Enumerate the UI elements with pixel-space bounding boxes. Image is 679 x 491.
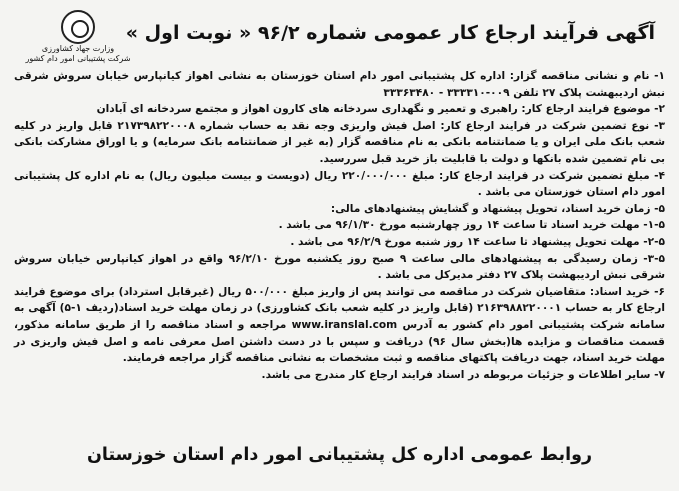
- notice-item: ۷- سایر اطلاعات و جزئیات مربوطه در اسناد فرایند ارجاع کار مندرج می باشد.: [261, 368, 665, 381]
- notice-item: ۱- نام و نشانی مناقصه گزار: اداره کل پشتیبانی امور دام استان خوزستان به نشانی اهواز کیانپارس خیابان سروش شرقی نبش اردیبهشت پلاک ۲۷ تلفن ۰۰۹-۳۳۳۳۱۰ - ۳۳۳۶۳۴۸۰: [14, 70, 665, 99]
- notice-item: ۶- خرید اسناد: متقاضیان شرکت در مناقصه می توانند پس از واریز مبلغ ۵۰۰/۰۰۰ ریال (غیرقابل استرداد) برای موضوع فرایند ارجاع کار به حساب ۲۱۶۳۹۸۸۲۲۰۰۰۱ (قابل واریز در کلیه شعب بانک کشاورزی) در زمان مهلت خرید اسناد(ردیف ۱-۵) آگهی به سامانه شرکت پشتیبانی امور دام کشور به آدرس www.iranslal.com مراجعه و اسناد مناقصه را از طریق سامانه مذکور، قسمت مناقصات و مزایده ها(بخش سال ۹۶) دریافت و سپس با در دست داشتن اصل معرفی نامه و اصل فیش واریزی در مهلت خرید اسناد، جهت دریافت پاکتهای مناقصه و ثبت مشخصات به نشانی مناقصه گزار مراجعه فرمایند.: [14, 285, 666, 365]
- notice-item: ۴- مبلغ تضمین شرکت در فرایند ارجاع کار: مبلغ ۲۲۰/۰۰۰/۰۰۰ ریال (دویست و بیست میلیون ریال) به نام اداره کل پشتیبانی امور دام استان خوزستان می باشد .: [14, 169, 665, 199]
- notice-item: ۳- نوع تضمین شرکت در فرایند ارجاع کار: اصل فیش واریزی وجه نقد به حساب شماره ۲۱۷۳۹۸۲۲۰۰۰۸ قابل واریز در کلیه شعب بانک ملی ایران و یا ضمانتنامه بانکی به نام مناقصه گزار (به غیر از ضمانتنامه بانک سرمایه) و یا اوراق مشارکت بانکی بی نام تضمین شده بانکها و دولت با قابلیت باز خرید قبل سررسید.: [14, 119, 665, 165]
- ministry-name: وزارت جهاد کشاورزی: [41, 44, 115, 53]
- notice-header: [14, 8, 665, 68]
- organization-logo: [18, 10, 138, 66]
- organization-name: شرکت پشتیبانی امور دام کشور: [25, 54, 131, 63]
- notice-item: ۳-۵- زمان رسیدگی به پیشنهادهای مالی ساعت ۹ صبح روز یکشنبه مورخ ۹۶/۲/۱۰ واقع در اهواز کیانپارس خیابان سروش شرقی نبش اردیبهشت پلاک ۲۷ دفتر مدیرکل می باشد .: [14, 252, 666, 282]
- notice-item: ۱-۵- مهلت خرید اسناد تا ساعت ۱۴ روز چهارشنبه مورخ ۹۶/۱/۳۰ می باشد .: [278, 219, 665, 232]
- notice-item: ۵- زمان خرید اسناد، تحویل پیشنهاد و گشایش پیشنهادهای مالی:: [330, 202, 665, 215]
- notice-body: [14, 68, 665, 383]
- jihad-keshavarzi-seal-icon: [61, 10, 95, 44]
- notice-signature: روابط عمومی اداره کل پشتیبانی امور دام استان خوزستان: [86, 445, 593, 465]
- notice-item: ۲- موضوع فرایند ارجاع کار: راهبری و تعمیر و نگهداری سردخانه های کارون اهواز و مجتمع سردخانه ای آبادان: [96, 103, 665, 116]
- notice-title: آگهی فرآیند ارجاع کار عمومی شماره ۹۶/۲ « نوبت اول »: [125, 22, 655, 44]
- notice-item: ۲-۵- مهلت تحویل پیشنهاد تا ساعت ۱۴ روز شنبه مورخ ۹۶/۲/۹ می باشد .: [290, 235, 665, 248]
